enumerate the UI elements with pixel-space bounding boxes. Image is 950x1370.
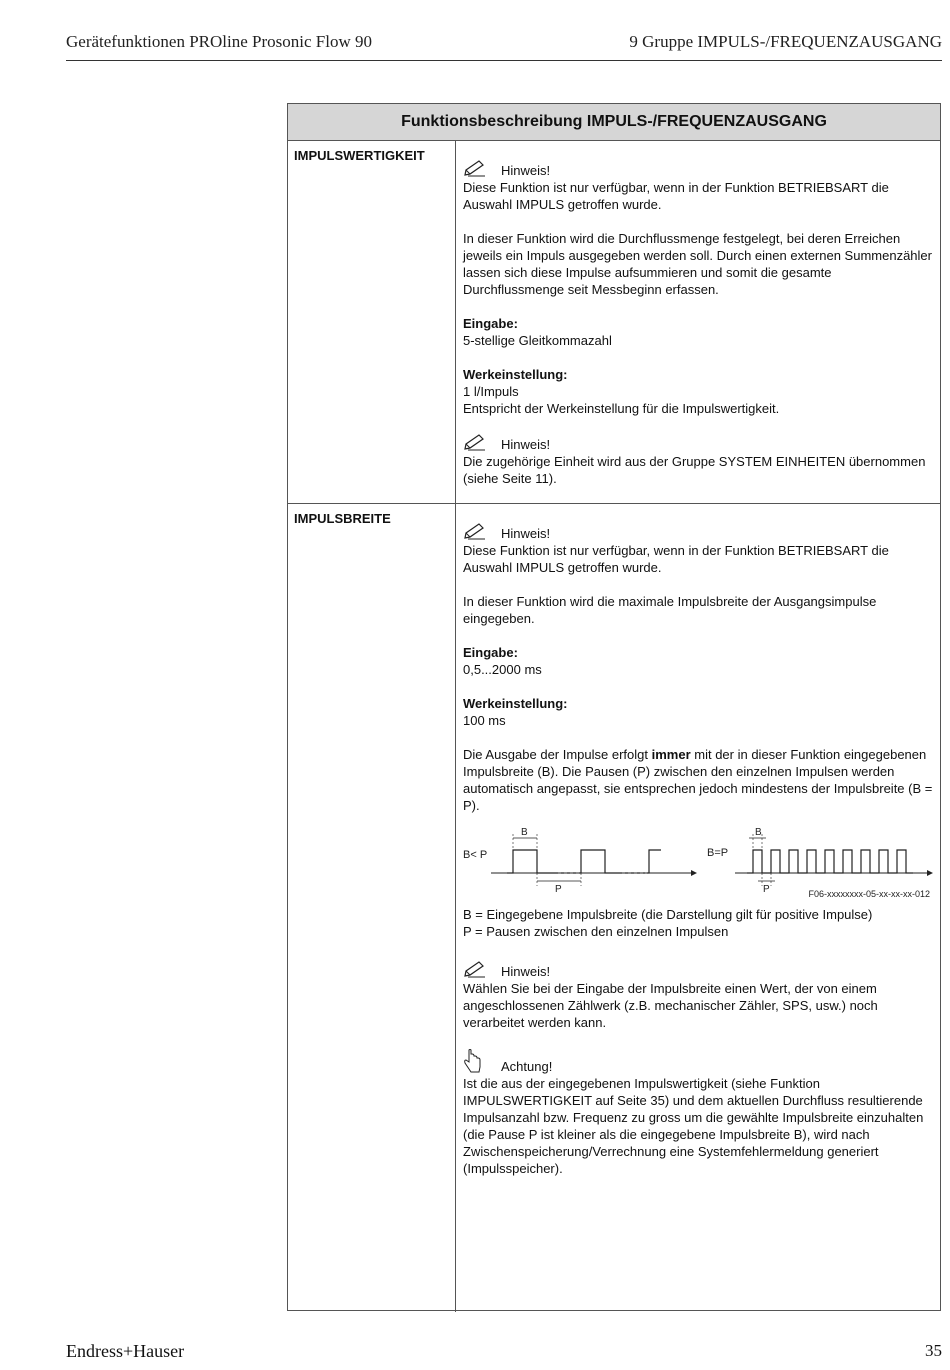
default-label: Werkeinstellung: xyxy=(463,367,568,382)
note-title: Hinweis! xyxy=(501,163,551,178)
caution-text: Ist die aus der eingegebenen Impulswertigkeit (siehe Funktion IMPULSWERTIGKEIT auf Seite 35) und dem aktuellen Durchfluss resultierende Impulsanzahl bzw. Frequenz zu gross um die gewählte Impulsbreite einzuhalten (die Pause P ist kleiner als die eingegebene Impulsbreite B), wird nach Zwischenspeicherung/Verrechnung eine Systemfehlermeldung generiert (Impulsspeicher). xyxy=(463,1076,924,1176)
running-header-section: 9 Gruppe IMPULS-/FREQUENZAUSGANG xyxy=(629,32,942,51)
default-note: Entspricht der Werkeinstellung für die Impulswertigkeit. xyxy=(463,401,780,416)
table-row xyxy=(288,504,940,1312)
note-heading xyxy=(463,960,934,980)
pencil-note-icon xyxy=(463,522,489,542)
function-label: IMPULSBREITE xyxy=(288,504,456,1312)
note-title: Hinweis! xyxy=(501,526,551,541)
function-table xyxy=(287,103,941,1311)
note-text: Diese Funktion ist nur verfügbar, wenn in der Funktion BETRIEBSART die Auswahl IMPULS getroffen wurde. xyxy=(463,543,889,575)
function-description xyxy=(456,504,940,1312)
default-value: 100 ms xyxy=(463,713,506,728)
pencil-note-icon xyxy=(463,159,489,179)
caution-title: Achtung! xyxy=(501,1059,553,1074)
input-value: 5-stellige Gleitkommazahl xyxy=(463,333,612,348)
diagram-b-marker: B xyxy=(755,828,762,838)
function-description xyxy=(456,141,940,503)
caution-heading xyxy=(463,1049,934,1075)
diagram-b-marker: B xyxy=(521,828,528,838)
diagram-label-b-equal-p: B=P xyxy=(707,847,729,859)
table-title: Funktionsbeschreibung IMPULS-/FREQUENZAUSGANG xyxy=(288,104,940,141)
note-title: Hinweis! xyxy=(501,437,551,452)
diagram-p-marker: P xyxy=(555,884,562,895)
table-row xyxy=(288,141,940,504)
legend-b: B = Eingegebene Impulsbreite (die Darstellung gilt für positive Impulse) xyxy=(463,907,873,922)
default-label: Werkeinstellung: xyxy=(463,696,568,711)
note-text: Wählen Sie bei der Eingabe der Impulsbreite einen Wert, der von einem angeschlossenen Zählwerk (z.B. mechanischer Zähler, SPS, usw.) noch verarbeitet werden kann. xyxy=(463,981,878,1030)
pulse-diagram xyxy=(463,828,934,906)
diagram-label-b-less-p: B< P xyxy=(463,849,488,861)
legend-p: P = Pausen zwischen den einzelnen Impulsen xyxy=(463,924,729,939)
input-label: Eingabe: xyxy=(463,645,518,660)
figure-code: F06-xxxxxxxx-05-xx-xx-xx-012 xyxy=(808,889,930,899)
input-label: Eingabe: xyxy=(463,316,518,331)
footer-brand: Endress+Hauser xyxy=(66,1341,185,1361)
note-title: Hinweis! xyxy=(501,964,551,979)
default-value: 1 l/Impuls xyxy=(463,384,519,399)
function-label: IMPULSWERTIGKEIT xyxy=(288,141,456,503)
note-heading xyxy=(463,522,934,542)
description-text: In dieser Funktion wird die Durchflussmenge festgelegt, bei deren Erreichen jeweils ein Impuls ausgegeben werden soll. Durch einen externen Summenzähler lassen sich diese Impulse aufsummieren und somit die gesamte Durchflussmenge seit Messbeginn erfassen. xyxy=(463,231,932,297)
pointing-hand-caution-icon xyxy=(463,1049,485,1075)
pencil-note-icon xyxy=(463,433,489,453)
note-text: Diese Funktion ist nur verfügbar, wenn in der Funktion BETRIEBSART die Auswahl IMPULS getroffen wurde. xyxy=(463,180,889,212)
running-header-title: Gerätefunktionen PROline Prosonic Flow 90 xyxy=(66,32,372,51)
pencil-note-icon xyxy=(463,960,489,980)
output-description: Die Ausgabe der Impulse erfolgt immer mit der in dieser Funktion eingegebenen Impulsbreite (B). Die Pausen (P) zwischen den einzelnen Impulsen werden automatisch angepasst, sie entsprechen jedoch mindestens der Impulsbreite (B = P). xyxy=(463,747,933,813)
note-text: Die zugehörige Einheit wird aus der Gruppe SYSTEM EINHEITEN übernommen (siehe Seite 11). xyxy=(463,454,926,486)
description-text: In dieser Funktion wird die maximale Impulsbreite der Ausgangsimpulse eingegeben. xyxy=(463,594,877,626)
header-rule xyxy=(66,60,942,61)
diagram-p-marker: P xyxy=(763,884,770,895)
page-number: 35 xyxy=(925,1341,942,1360)
note-heading xyxy=(463,159,934,179)
input-value: 0,5...2000 ms xyxy=(463,662,542,677)
note-heading xyxy=(463,433,934,453)
